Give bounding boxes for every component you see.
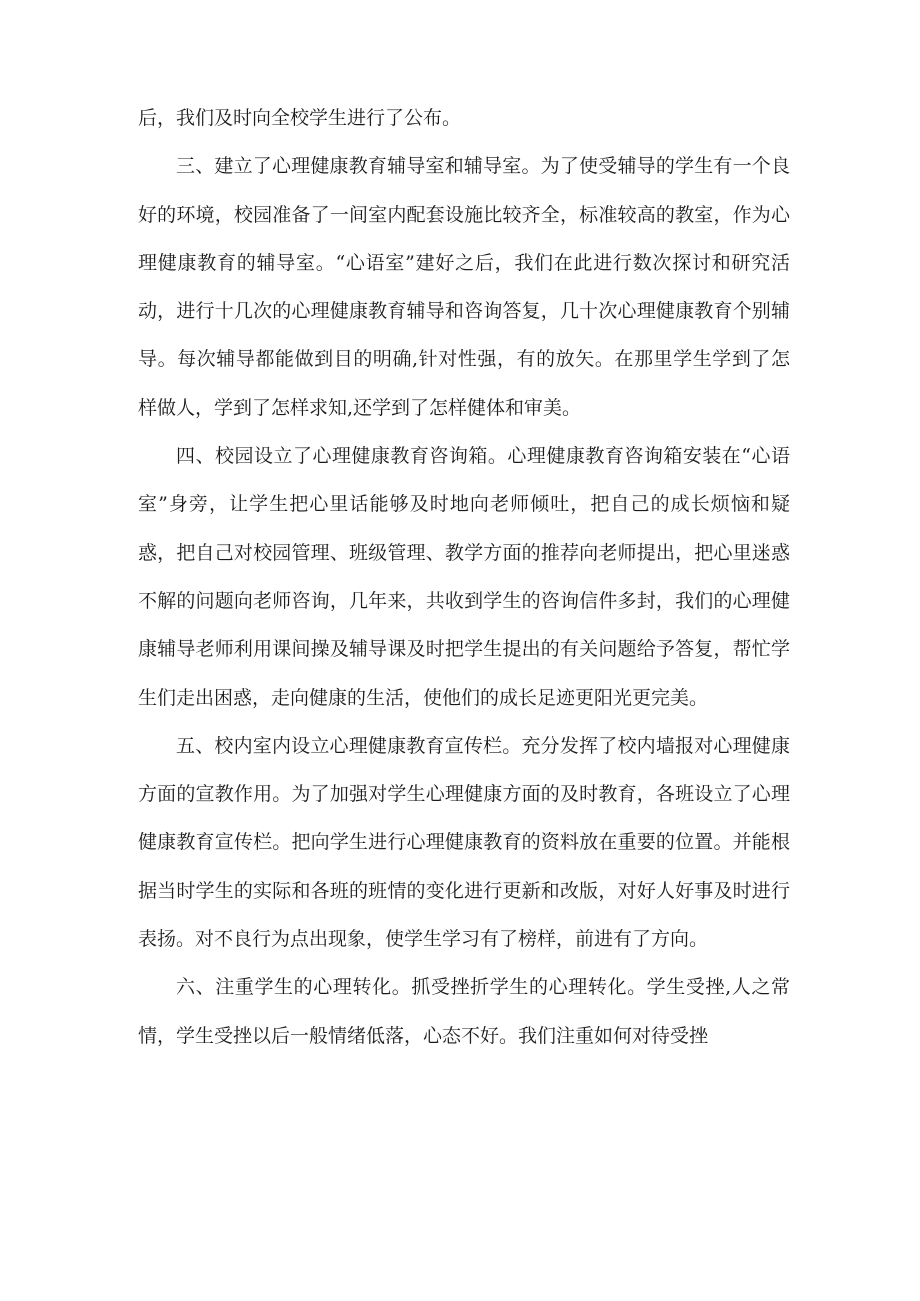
paragraph-section-5: 五、校内室内设立心理健康教育宣传栏。充分发挥了校内墙报对心理健康方面的宣教作用。为了加强对学生心理健康方面的及时教育，各班设立了心理健康教育宣传栏。把向学生进行心理健康教育的资料放在重要的位置。并能根据当时学生的实际和各班的班情的变化进行更新和改版，对好人好事及时进行表扬。对不良行为点出现象，使学生学习有了榜样，前进有了方向。 [138, 734, 790, 951]
paragraph-section-3: 三、建立了心理健康教育辅导室和辅导室。为了使受辅导的学生有一个良好的环境，校园准备了一间室内配套设施比较齐全，标准较高的教室，作为心理健康教育的辅导室。“心语室”建好之后，我们在此进行数次探讨和研究活动，进行十几次的心理健康教育辅导和咨询答复，几十次心理健康教育个别辅导。每次辅导都能做到目的明确,针对性强，有的放矢。在那里学生学到了怎样做人，学到了怎样求知,还学到了怎样健体和审美。 [138, 155, 790, 419]
document-body [138, 94, 790, 1060]
paragraph-continuation: 后，我们及时向全校学生进行了公布。 [138, 107, 462, 129]
paragraph-section-6: 六、注重学生的心理转化。抓受挫折学生的心理转化。学生受挫,人之常情，学生受挫以后一般情绪低落，心态不好。我们注重如何对待受挫 [138, 976, 790, 1047]
paragraph-section-4: 四、校园设立了心理健康教育咨询箱。心理健康教育咨询箱安装在“心语室”身旁，让学生把心里话能够及时地向老师倾吐，把自己的成长烦恼和疑惑，把自己对校园管理、班级管理、教学方面的推荐向老师提出，把心里迷惑不解的问题向老师咨询，几年来，共收到学生的咨询信件多封，我们的心理健康辅导老师利用课间操及辅导课及时把学生提出的有关问题给予答复，帮忙学生们走出困惑，走向健康的生活，使他们的成长足迹更阳光更完美。 [138, 445, 790, 709]
